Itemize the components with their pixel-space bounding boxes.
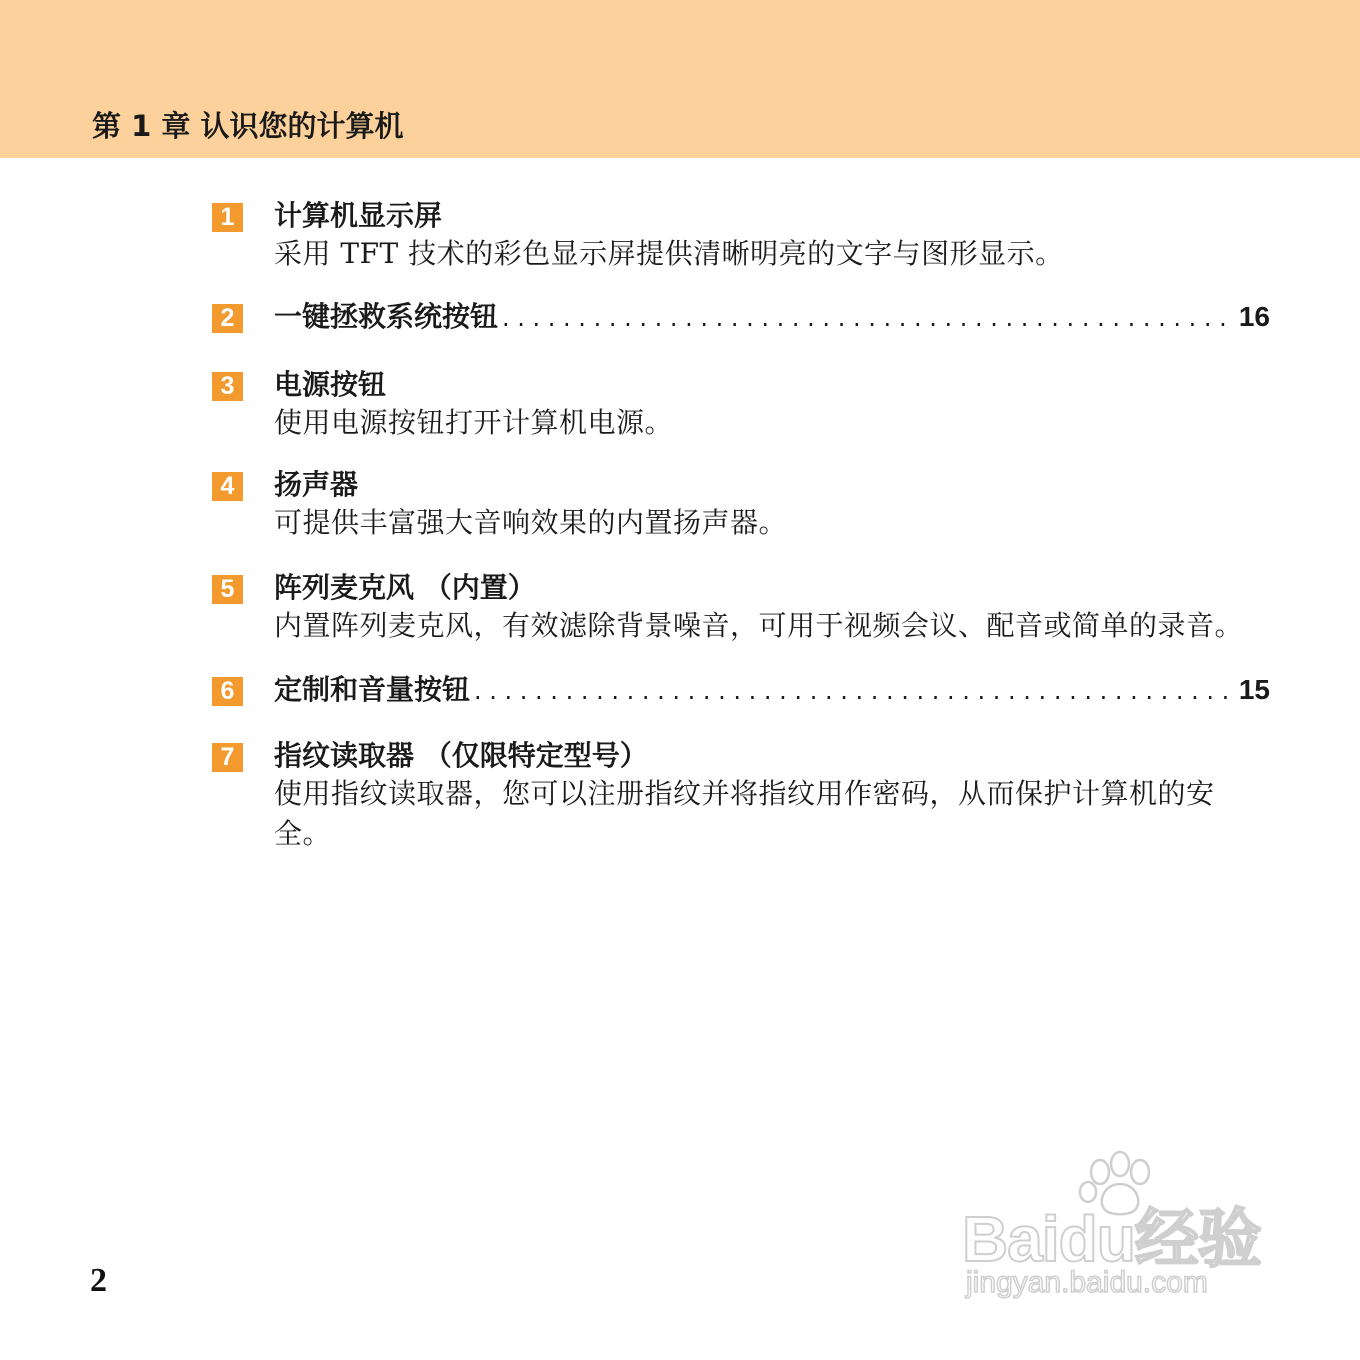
item-description: 使用指纹读取器，您可以注册指纹并将指纹用作密码，从而保护计算机的安全。: [274, 777, 1215, 850]
list-item: [212, 367, 1270, 443]
dot-leader: [502, 300, 1235, 335]
item-number-badge: 1: [212, 203, 243, 232]
item-title: 指纹读取器 （仅限特定型号）: [274, 739, 648, 772]
item-description: 采用 TFT 技术的彩色显示屏提供清晰明亮的文字与图形显示。: [274, 237, 1064, 270]
dot-leader: [474, 673, 1235, 708]
list-item: [212, 198, 1270, 274]
watermark-url: jingyan.baidu.com: [966, 1266, 1208, 1299]
item-number-badge: 4: [212, 472, 243, 501]
item-title: 一键拯救系统按钮: [274, 300, 499, 333]
item-title: 计算机显示屏: [274, 199, 443, 232]
baidu-watermark: [962, 1150, 1282, 1310]
list-item: [212, 672, 1270, 708]
item-title: 电源按钮: [274, 368, 387, 401]
item-description: 内置阵列麦克风，有效滤除背景噪音，可用于视频会议、配音或简单的录音。: [274, 609, 1244, 642]
toc-entry[interactable]: [274, 672, 1270, 708]
item-number-badge: 2: [212, 304, 243, 333]
item-number-badge: 6: [212, 677, 243, 706]
page-reference[interactable]: 16: [1238, 301, 1270, 332]
chapter-title: 第 1 章 认识您的计算机: [92, 109, 404, 143]
item-number-badge: 5: [212, 575, 243, 604]
list-item: [212, 570, 1270, 646]
component-list: [212, 198, 1270, 854]
item-number-badge: 7: [212, 743, 243, 772]
item-description: 可提供丰富强大音响效果的内置扬声器。: [274, 506, 788, 539]
item-title: 阵列麦克风 （内置）: [274, 571, 536, 604]
item-title: 扬声器: [274, 468, 359, 501]
page-reference[interactable]: 15: [1238, 674, 1270, 705]
toc-entry[interactable]: [274, 299, 1270, 335]
item-title: 定制和音量按钮: [274, 673, 471, 706]
list-item: [212, 738, 1270, 854]
item-number-badge: 3: [212, 372, 243, 401]
list-item: [212, 467, 1270, 543]
page-number: 2: [90, 1262, 107, 1299]
item-description: 使用电源按钮打开计算机电源。: [274, 406, 674, 439]
list-item: [212, 299, 1270, 335]
watermark-logo: Baidu经验: [962, 1203, 1261, 1275]
